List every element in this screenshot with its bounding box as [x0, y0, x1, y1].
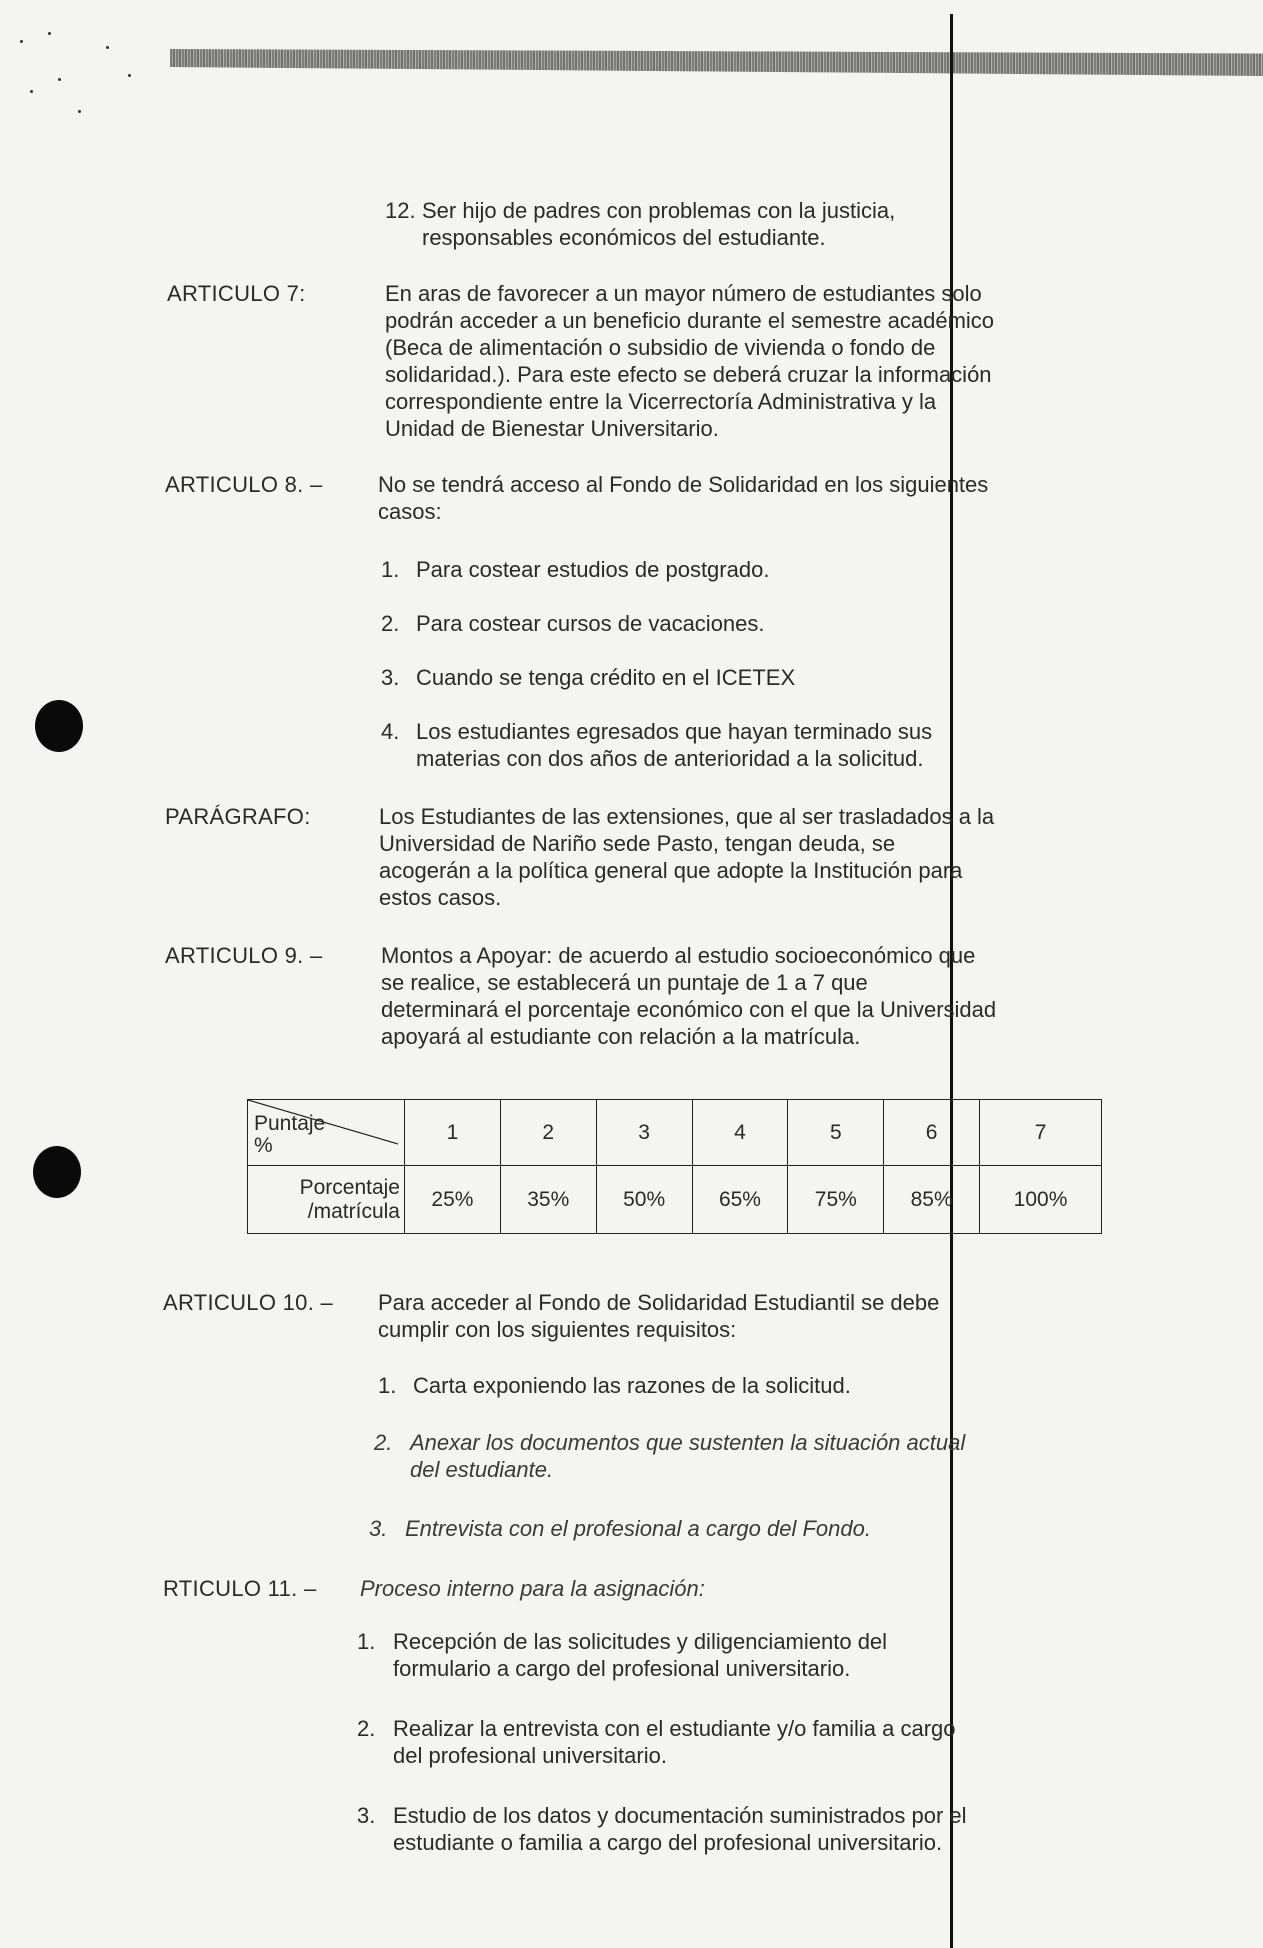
article-11-item-2 — [357, 1715, 1087, 1773]
item-number: 1. — [378, 1373, 397, 1398]
table-corner-cell — [248, 1100, 405, 1166]
punch-hole-bottom — [33, 1146, 81, 1198]
article-9-text — [381, 942, 1105, 1050]
item-text-line2: formulario a cargo del profesional universitario. — [393, 1656, 851, 1681]
article-11-intro — [360, 1575, 1080, 1605]
item-text: Cuando se tenga crédito en el ICETEX — [416, 665, 796, 690]
item-text-line2: estudiante o familia a cargo del profesional universitario. — [393, 1830, 943, 1855]
article-10-intro — [378, 1289, 1105, 1343]
table-row-scores — [248, 1100, 1102, 1166]
item-text: Entrevista con el profesional a cargo del Fondo. — [405, 1516, 871, 1541]
text-line: Universidad de Nariño sede Pasto, tengan deuda, se — [379, 831, 896, 856]
item-number: 12. — [385, 198, 416, 223]
score-cell: 4 — [692, 1100, 788, 1166]
article-11-item-1 — [357, 1628, 1087, 1686]
item-text-line1: Los estudiantes egresados que hayan terminado sus — [416, 719, 933, 744]
percent-cell: 35% — [500, 1166, 596, 1234]
score-cell: 7 — [980, 1100, 1102, 1166]
score-cell: 5 — [788, 1100, 884, 1166]
row-label-line2: /matrícula — [307, 1199, 400, 1223]
item-number: 1. — [357, 1629, 376, 1654]
text-line: Para acceder al Fondo de Solidaridad Estudiantil se debe — [378, 1290, 940, 1315]
article-9-label: ARTICULO 9. – — [165, 943, 323, 968]
scan-header-band — [170, 46, 1263, 76]
item-number: 3. — [369, 1516, 388, 1541]
score-cell: 1 — [405, 1100, 501, 1166]
item-text-line1: Recepción de las solicitudes y diligenciamiento del — [393, 1629, 888, 1654]
item-number: 1. — [381, 557, 400, 582]
article-10-label: ARTICULO 10. – — [163, 1290, 334, 1315]
paragrafo-text — [379, 803, 1105, 911]
score-cell: 2 — [500, 1100, 596, 1166]
item-text-line2: del estudiante. — [410, 1457, 554, 1482]
article-8-item-1 — [381, 556, 1101, 586]
article-8-intro — [378, 471, 1105, 525]
article-10-item-1 — [378, 1372, 1098, 1402]
item-number: 2. — [381, 611, 400, 636]
item-text-line1: Ser hijo de padres con problemas con la justicia, — [422, 198, 896, 223]
text-line: solidaridad.). Para este efecto se deberá cruzar la información — [385, 362, 992, 387]
text-line: estos casos. — [379, 885, 502, 910]
article-11-item-3 — [357, 1802, 1087, 1860]
text-line: podrán acceder a un beneficio durante el semestre académico — [385, 308, 995, 333]
percent-cell: 75% — [788, 1166, 884, 1234]
item-number: 4. — [381, 719, 400, 744]
row-label-cell — [248, 1166, 405, 1234]
row-label-line1: Porcentaje — [299, 1175, 400, 1199]
corner-bottom-label: % — [254, 1133, 273, 1157]
paragrafo-label: PARÁGRAFO: — [165, 804, 311, 829]
text-line: determinará el porcentaje económico con el que la Universidad — [381, 997, 997, 1022]
text-line: Unidad de Bienestar Universitario. — [385, 416, 719, 441]
text-line: (Beca de alimentación o subsidio de vivienda o fondo de — [385, 335, 936, 360]
item-text: Para costear cursos de vacaciones. — [416, 611, 765, 636]
item-number: 3. — [381, 665, 400, 690]
article-8-item-4 — [381, 718, 1101, 776]
article-8-item-3 — [381, 664, 1101, 694]
item-text-line1: Realizar la entrevista con el estudiante y/o familia a cargo — [393, 1716, 956, 1741]
article-7-label: ARTICULO 7: — [167, 281, 306, 306]
article-7-text — [385, 280, 1105, 442]
text-line: acogerán a la política general que adopte la Institución para — [379, 858, 963, 883]
text-line: cumplir con los siguientes requisitos: — [378, 1317, 737, 1342]
text-line: casos: — [378, 499, 442, 524]
percent-cell: 85% — [884, 1166, 980, 1234]
item-text: Carta exponiendo las razones de la solicitud. — [413, 1373, 851, 1398]
item-number: 2. — [357, 1716, 376, 1741]
percent-cell: 100% — [980, 1166, 1102, 1234]
article-11-label: RTICULO 11. – — [163, 1576, 317, 1601]
text-line: En aras de favorecer a un mayor número de estudiantes solo — [385, 281, 982, 306]
text-line: No se tendrá acceso al Fondo de Solidaridad en los siguientes — [378, 472, 989, 497]
scan-specks — [18, 30, 158, 130]
item-number: 3. — [357, 1803, 376, 1828]
text-line: Montos a Apoyar: de acuerdo al estudio socioeconómico que — [381, 943, 976, 968]
item-text-line2: responsables económicos del estudiante. — [422, 225, 826, 250]
item-text-line1: Anexar los documentos que sustenten la situación actual — [410, 1430, 966, 1455]
percent-cell: 50% — [596, 1166, 692, 1234]
item-text-line2: del profesional universitario. — [393, 1743, 667, 1768]
article-8-label: ARTICULO 8. – — [165, 472, 323, 497]
item-text-line1: Estudio de los datos y documentación suministrados por el — [393, 1803, 967, 1828]
text-line: Los Estudiantes de las extensiones, que al ser trasladados a la — [379, 804, 995, 829]
table-row-percentages — [248, 1166, 1102, 1234]
percent-cell: 65% — [692, 1166, 788, 1234]
item-number: 2. — [374, 1430, 393, 1455]
punch-hole-top — [35, 700, 83, 752]
text-line: correspondiente entre la Vicerrectoría Administrativa y la — [385, 389, 937, 414]
score-cell: 3 — [596, 1100, 692, 1166]
article-8-item-2 — [381, 610, 1101, 640]
text-line: apoyará al estudiante con relación a la matrícula. — [381, 1024, 861, 1049]
percent-cell: 25% — [405, 1166, 501, 1234]
text-line: se realice, se establecerá un puntaje de 1 a 7 que — [381, 970, 868, 995]
score-cell: 6 — [884, 1100, 980, 1166]
item-text-line2: materias con dos años de anterioridad a la solicitud. — [416, 746, 924, 771]
article-10-item-2 — [374, 1429, 1104, 1487]
corner-top-label: Puntaje — [254, 1111, 326, 1135]
item-text: Para costear estudios de postgrado. — [416, 557, 770, 582]
score-percentage-table — [247, 1099, 1102, 1234]
article-10-item-3 — [369, 1515, 1089, 1545]
text-line: Proceso interno para la asignación: — [360, 1576, 705, 1601]
list-item-12 — [385, 197, 1105, 257]
